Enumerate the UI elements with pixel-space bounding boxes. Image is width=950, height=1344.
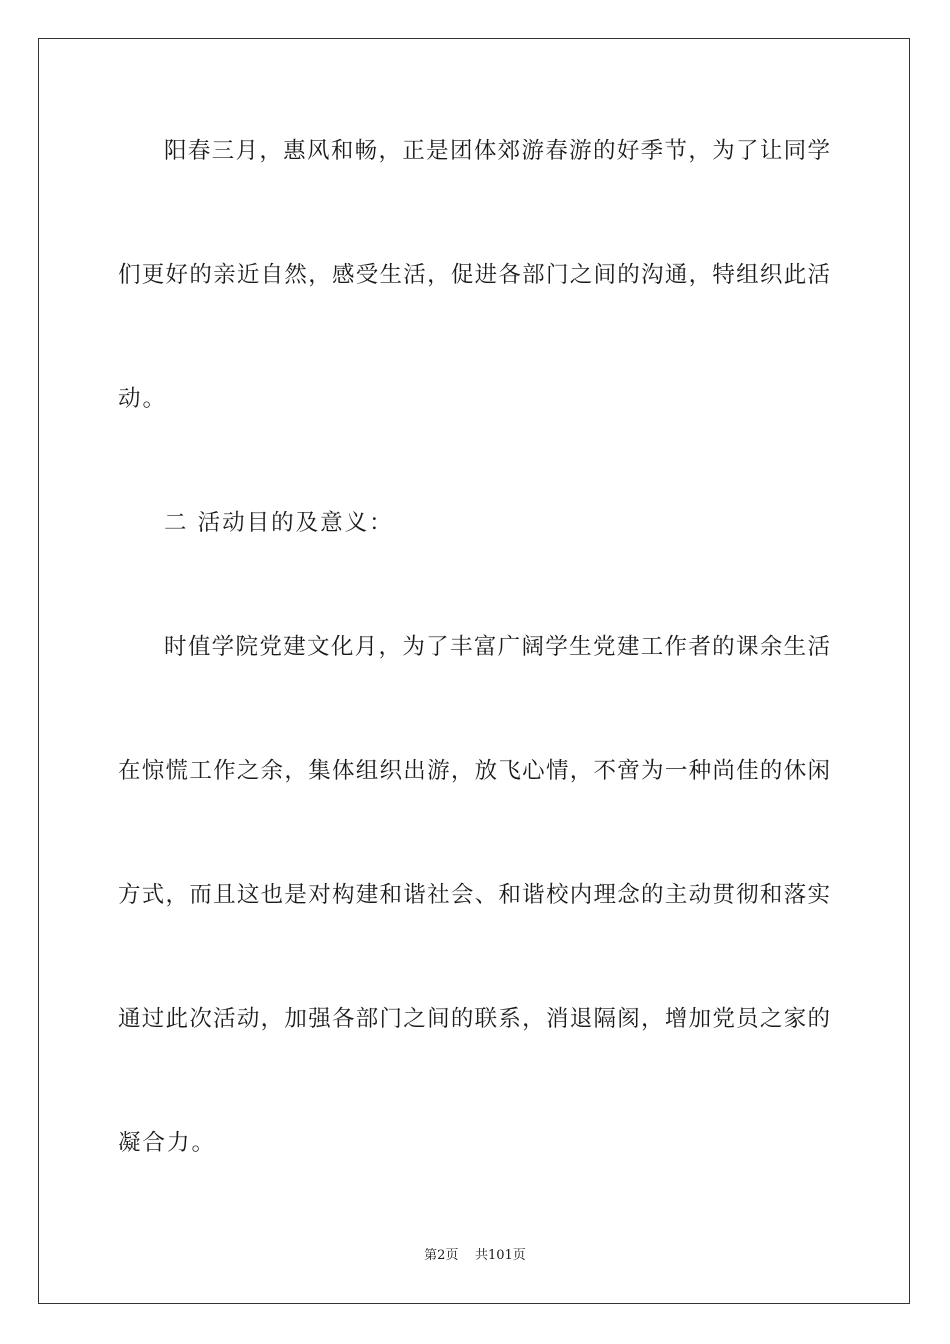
- page-number: 第2页: [424, 1248, 459, 1263]
- paragraph-line-3: 动。: [118, 386, 168, 412]
- paragraph-line-7: 方式，而且这也是对构建和谐社会、和谐校内理念的主动贯彻和落实: [118, 882, 830, 908]
- paragraph-line-6: 在惊慌工作之余，集体组织出游，放飞心情，不啻为一种尚佳的休闲: [118, 758, 830, 784]
- section-heading: 二 活动目的及意义：: [164, 510, 394, 536]
- paragraph-line-5: 时值学院党建文化月，为了丰富广阔学生党建工作者的课余生活: [164, 634, 830, 660]
- paragraph-line-2: 们更好的亲近自然，感受生活，促进各部门之间的沟通，特组织此活: [118, 262, 830, 288]
- total-pages: 共101页: [474, 1248, 526, 1263]
- paragraph-line-1: 阳春三月，惠风和畅，正是团体郊游春游的好季节，为了让同学: [164, 138, 830, 164]
- paragraph-line-8: 通过此次活动，加强各部门之间的联系，消退隔阂，增加党员之家的: [118, 1006, 830, 1032]
- page-border: [38, 38, 910, 1304]
- paragraph-line-9: 凝合力。: [118, 1130, 217, 1156]
- page-footer: [0, 1247, 950, 1265]
